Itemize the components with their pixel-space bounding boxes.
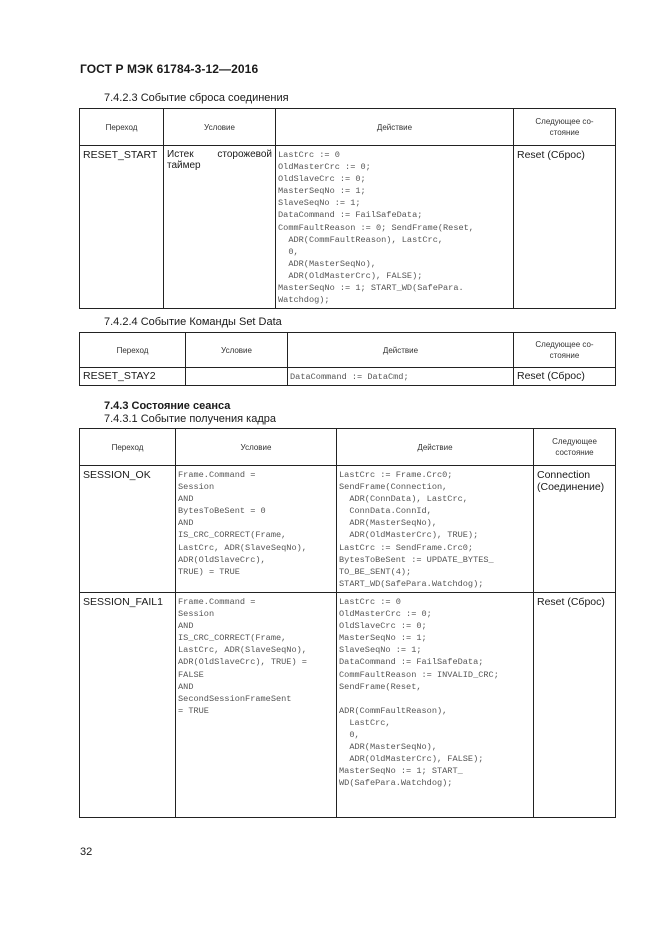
condition-cell [164,146,276,309]
transition-cell: RESET_START [80,146,164,309]
section-title: 7.4.3 Состояние сеанса [104,400,231,412]
col-next-state: Следующее состояние [534,429,616,466]
col-next-state: Следующее со- стояние [514,333,616,368]
transition-cell: SESSION_FAIL1 [80,592,176,817]
col-condition: Условие [186,333,288,368]
transition-cell: RESET_STAY2 [80,368,186,386]
next-state-cell: Reset (Сброс) [514,146,616,309]
condition-cell: Frame.Command = Session AND IS_CRC_CORRECT(Frame, LastCrc, ADR(SlaveSeqNo), ADR(OldSlaveCrc), TRUE) = FALSE AND SecondSessionFrameSent = TRUE [176,592,337,817]
col-condition: Условие [164,109,276,146]
table-setdata-event [79,332,616,386]
next-state-cell: Reset (Сброс) [514,368,616,386]
next-state-cell: Reset (Сброс) [534,592,616,817]
table-frame-event [79,428,616,818]
col-action: Действие [276,109,514,146]
page-number: 32 [80,846,93,858]
action-cell: LastCrc := 0 OldMasterCrc := 0; OldSlaveCrc := 0; MasterSeqNo := 1; SlaveSeqNo := 1; DataCommand := FailSafeData; CommFaultReason := INVALID_CRC; SendFrame(Reset, ADR(CommFaultReason), LastCrc, 0, ADR(MasterSeqNo), ADR(OldMasterCrc), FALSE); MasterSeqNo := 1; START_ WD(SafePara.Watchdog); [337,592,534,817]
condition-cell [186,368,288,386]
condition-line: Истек сторожевой [167,149,272,160]
col-action: Действие [288,333,514,368]
col-transition: Переход [80,429,176,466]
col-condition: Условие [176,429,337,466]
next-state-cell: Connection (Соединение) [534,466,616,593]
caption-frame-event: 7.4.3.1 Событие получения кадра [104,413,276,425]
col-transition: Переход [80,109,164,146]
caption-reset-event: 7.4.2.3 Событие сброса соединения [104,92,289,104]
condition-cell: Frame.Command = Session AND BytesToBeSent = 0 AND IS_CRC_CORRECT(Frame, LastCrc, ADR(SlaveSeqNo), ADR(OldSlaveCrc), TRUE) = TRUE [176,466,337,593]
col-action: Действие [337,429,534,466]
caption-setdata-event: 7.4.2.4 Событие Команды Set Data [104,316,282,328]
col-next-state: Следующее со- стояние [514,109,616,146]
table-reset-event [79,108,616,309]
action-cell: LastCrc := Frame.Crc0; SendFrame(Connection, ADR(ConnData), LastCrc, ConnData.ConnId, ADR(MasterSeqNo), ADR(OldMasterCrc), TRUE); LastCrc := SendFrame.Crc0; BytesToBeSent := UPDATE_BYTES_ TO_BE_SENT(4); START_WD(SafePara.Watchdog); [337,466,534,593]
action-cell: LastCrc := 0 OldMasterCrc := 0; OldSlaveCrc := 0; MasterSeqNo := 1; SlaveSeqNo := 1; DataCommand := FailSafeData; CommFaultReason := 0; SendFrame(Reset, ADR(CommFaultReason), LastCrc, 0, ADR(MasterSeqNo), ADR(OldMasterCrc), FALSE); MasterSeqNo := 1; START_WD(SafePara. Watchdog); [276,146,514,309]
transition-cell: SESSION_OK [80,466,176,593]
document-header: ГОСТ Р МЭК 61784-3-12—2016 [80,62,259,76]
condition-line: таймер [167,160,201,171]
action-cell: DataCommand := DataCmd; [288,368,514,386]
col-transition: Переход [80,333,186,368]
